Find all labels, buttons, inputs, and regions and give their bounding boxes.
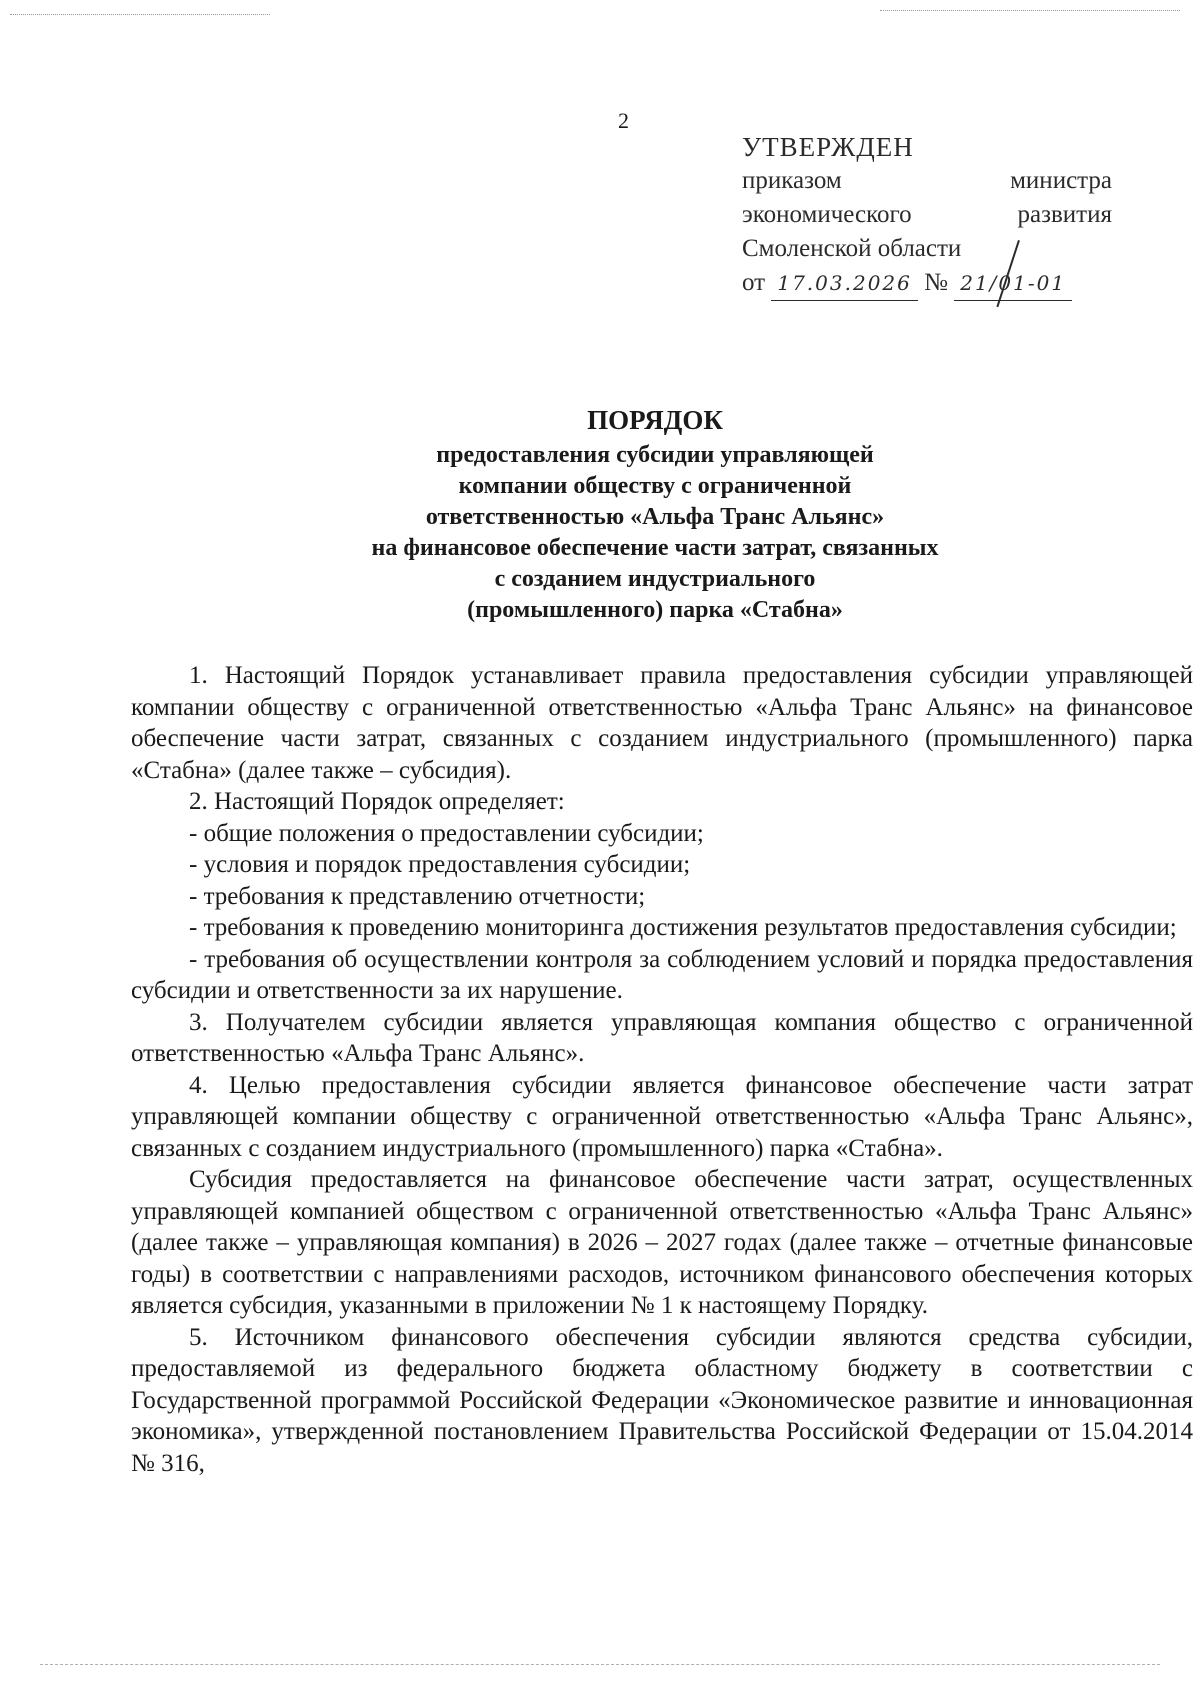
paragraph-4b: Субсидия предоставляется на финансовое обеспечение части затрат, осуществленных управляющей компанией обществом с ограниченной ответственностью «Альфа Транс Альянс» (далее также – управляющая компания) в 2026 – 2027 годах (далее также – отчетные финансовые годы) в соответствии с направлениями расходов, источником финансового обеспечения которых является субсидия, указанными в приложении № 1 к настоящему Порядку. bbox=[131, 1166, 1193, 1319]
paragraph-4: 4. Целью предоставления субсидии является финансовое обеспечение части затрат управляющей компании обществу с ограниченной ответственностью «Альфа Транс Альянс», связанных с созданием индустриального (промышленного) парка «Стабна». bbox=[131, 1071, 1193, 1162]
scan-edge-bottom bbox=[40, 1664, 1160, 1665]
title-line: с созданием индустриального bbox=[494, 566, 816, 592]
paragraph-2: 2. Настоящий Порядок определяет: bbox=[189, 788, 565, 815]
document-body bbox=[131, 660, 1193, 1479]
list-item: - условия и порядок предоставления субсидии; bbox=[189, 851, 691, 878]
title-line: ответственностью «Альфа Транс Альянс» bbox=[425, 504, 885, 530]
list-item: - требования об осуществлении контроля за соблюдением условий и порядка предоставления субсидии и ответственности за их нарушение. bbox=[131, 945, 1193, 1004]
title-line: (промышленного) парка «Стабна» bbox=[467, 597, 843, 623]
approval-date-prefix: от bbox=[742, 269, 766, 296]
approval-line-1-left: приказом bbox=[742, 167, 842, 194]
scan-edge-top bbox=[10, 14, 270, 16]
approval-number-prefix: № bbox=[924, 269, 948, 296]
approval-date-handwritten: 17.03.2026 bbox=[771, 266, 918, 301]
approval-line-2 bbox=[742, 198, 1112, 232]
approval-line-2-left: экономического bbox=[742, 201, 912, 228]
approval-line-3: Смоленской области bbox=[742, 235, 962, 262]
title-line: на финансовое обеспечение части затрат, связанных bbox=[371, 535, 939, 561]
approval-line-1 bbox=[742, 164, 1112, 198]
approval-heading: УТВЕРЖДЕН bbox=[742, 132, 914, 162]
scan-edge-top-right bbox=[880, 10, 1180, 12]
approval-number-handwritten: 21/01-01 bbox=[954, 266, 1072, 301]
paragraph-5: 5. Источником финансового обеспечения субсидии являются средства субсидии, предоставляемой из федерального бюджета областному бюджету в соответствии с Государственной программой Российской Федерации «Экономическое развитие и инновационная экономика», утвержденной постановлением Правительства Российской Федерации от 15.04.2014 № 316, bbox=[131, 1323, 1193, 1477]
approval-line-2-right: развития bbox=[1017, 201, 1112, 228]
list-item: - требования к представлению отчетности; bbox=[189, 882, 646, 910]
document-title bbox=[120, 405, 1190, 626]
title-line: предоставления субсидии управляющей bbox=[436, 442, 874, 468]
approval-stamp bbox=[742, 130, 1112, 301]
approval-line-1-right: министра bbox=[1010, 167, 1112, 194]
page-number: 2 bbox=[618, 108, 629, 133]
list-item: - общие положения о предоставлении субсидии; bbox=[189, 819, 704, 847]
list-item: - требования к проведению мониторинга достижения результатов предоставления субсидии; bbox=[189, 914, 1177, 941]
paragraph-3: 3. Получателем субсидии является управляющая компания общество с ограниченной ответственностью «Альфа Транс Альянс». bbox=[131, 1008, 1193, 1067]
title-line: компании обществу с ограниченной bbox=[458, 473, 852, 499]
paragraph-1: 1. Настоящий Порядок устанавливает правила предоставления субсидии управляющей компании обществу с ограниченной ответственностью «Альфа Транс Альянс» на финансовое обеспечение части затрат, связанных с созданием индустриального (промышленного) парка «Стабна» (далее также – субсидия). bbox=[131, 662, 1193, 784]
approval-date-line bbox=[742, 266, 1112, 301]
title-main: ПОРЯДОК bbox=[587, 405, 723, 435]
